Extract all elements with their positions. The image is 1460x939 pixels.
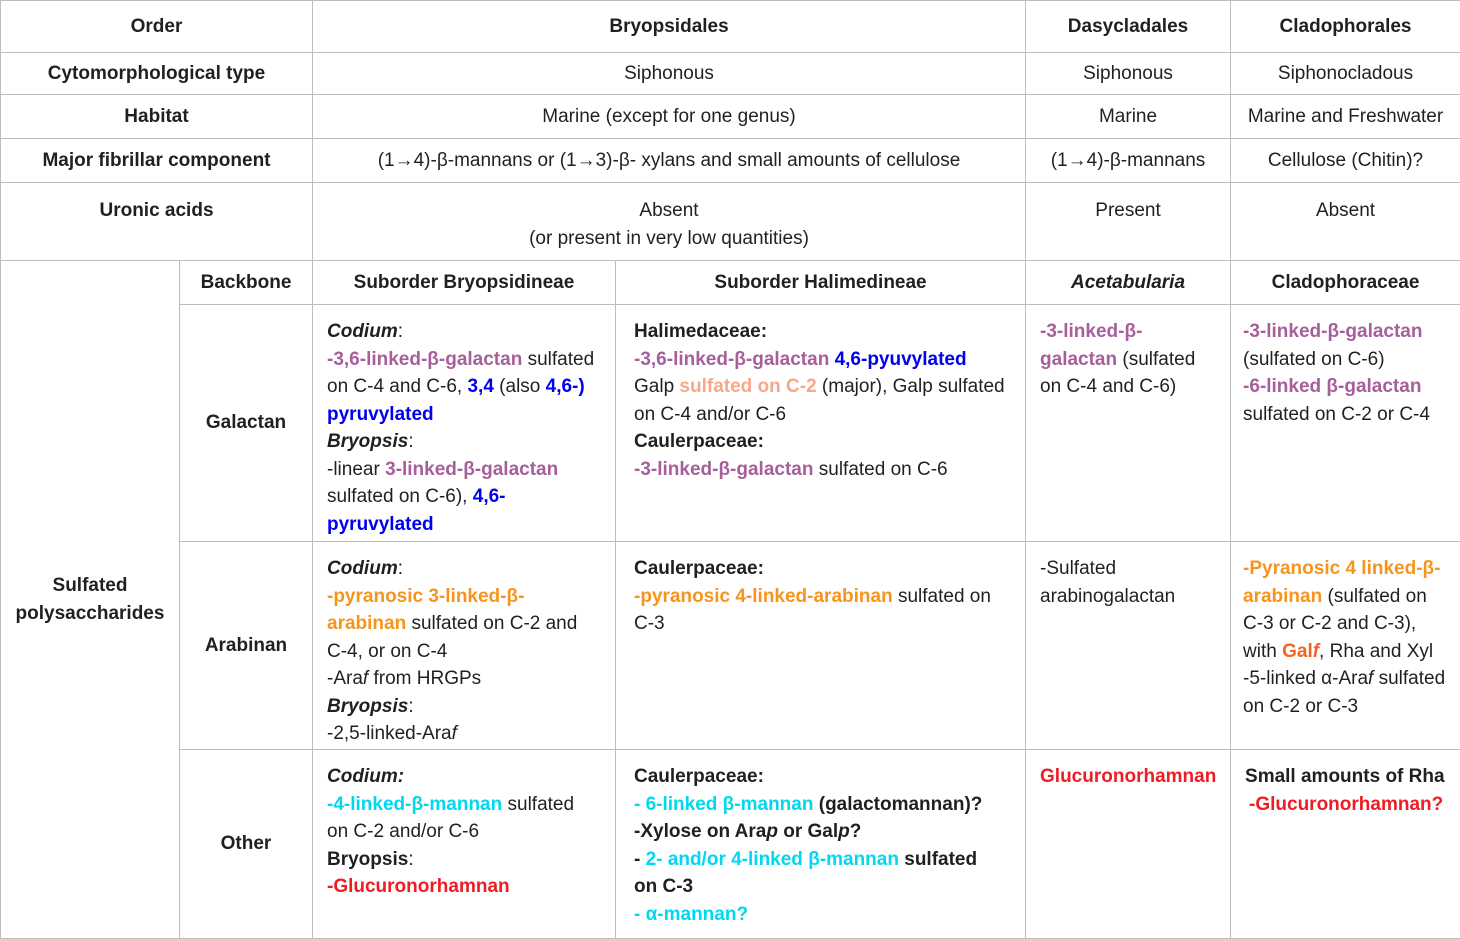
text: sulfated on C-2 or C-4 — [1243, 401, 1452, 429]
cell-dasycladales: (1→4)-β-mannans — [1026, 139, 1231, 183]
row-uronic-acids — [1, 183, 1460, 261]
subheader-cladophoraceae: Cladophoraceae — [1231, 261, 1460, 305]
text: -5-linked α-Ara — [1243, 668, 1368, 689]
mannan-term: - α-mannan? — [634, 901, 1017, 929]
cell-dasycladales: Present — [1026, 183, 1231, 261]
text: sulfated — [1373, 668, 1445, 689]
cell-dasycladales: Marine — [1026, 95, 1231, 139]
row-habitat — [1, 95, 1460, 139]
text: sulfated on — [893, 586, 991, 607]
row-other — [1, 750, 1460, 939]
text: C-3 — [634, 610, 1017, 638]
arabinan-term: arabinan — [327, 613, 406, 634]
galactan-term: -3,6-linked-β-galactan — [327, 349, 522, 370]
header-row — [1, 1, 1460, 53]
subheader-row — [1, 261, 1460, 305]
text: or Gal — [778, 821, 838, 842]
cell-cladophorales: Marine and Freshwater — [1231, 95, 1460, 139]
text: (also — [494, 376, 546, 397]
galactose-term: f — [1313, 641, 1319, 662]
dash: - — [634, 849, 646, 870]
text: from HRGPs — [368, 668, 481, 689]
text: sulfated — [522, 349, 594, 370]
sulfated-polysaccharides-label — [1, 261, 180, 939]
galactan-cladophoraceae — [1231, 305, 1460, 542]
galactose-term: Gal — [1282, 641, 1313, 662]
text: (major), Galp sulfated — [817, 376, 1005, 397]
cell-bryopsidales — [313, 183, 1026, 261]
mannan-term: 6-linked β-mannan — [646, 794, 814, 815]
galactan-term: -3-linked-β-galactan — [1243, 318, 1452, 346]
row-label: Uronic acids — [1, 183, 313, 261]
family-caulerpaceae: Caulerpaceae: — [634, 555, 1017, 583]
pyruvate-term: pyruvylated — [327, 401, 607, 429]
text: p — [838, 821, 850, 842]
text: with — [1243, 641, 1282, 662]
text: -2,5-linked-Ara — [327, 723, 452, 744]
genus-bryopsis: Bryopsis — [327, 696, 408, 717]
subheader-backbone: Backbone — [180, 261, 313, 305]
text: sulfated on C-2 and — [406, 613, 577, 634]
text: C-3 or C-2 and C-3), — [1243, 610, 1452, 638]
row-cytomorphological-type — [1, 53, 1460, 95]
text: on C-3 — [634, 873, 1017, 901]
row-label: Habitat — [1, 95, 313, 139]
uronic-bry-line1: Absent — [313, 197, 1025, 225]
backbone-galactan: Galactan — [180, 305, 313, 542]
genus-bryopsis: Bryopsis — [327, 431, 408, 452]
arabinan-term: -pyranosic 4-linked-arabinan — [634, 586, 893, 607]
galactan-bryopsidineae — [313, 305, 616, 542]
genus-codium: Codium — [327, 558, 398, 579]
family-halimedaceae: Halimedaceae: — [634, 318, 1017, 346]
text: f — [452, 723, 457, 744]
galactan-term: -3-linked-β-galactan — [634, 459, 813, 480]
row-label: Major fibrillar component — [1, 139, 313, 183]
text: p — [766, 821, 778, 842]
text: -Xylose on Ara — [634, 821, 766, 842]
family-caulerpaceae: Caulerpaceae: — [634, 428, 1017, 456]
galactan-term: -6-linked β-galactan — [1243, 373, 1452, 401]
cell-bryopsidales: Siphonous — [313, 53, 1026, 95]
subheader-bryopsidineae: Suborder Bryopsidineae — [313, 261, 616, 305]
row-galactan — [1, 305, 1460, 542]
genus-codium: Codium — [327, 321, 398, 342]
text: on C-4 and/or C-6 — [634, 401, 1017, 429]
colon: : — [398, 558, 403, 579]
text: on C-4 and C-6) — [1040, 373, 1222, 401]
sulfated-label-line1: Sulfated — [1, 572, 179, 600]
arabinan-term: -pyranosic 3-linked-β- — [327, 583, 607, 611]
family-caulerpaceae: Caulerpaceae: — [634, 763, 1017, 791]
other-halimedineae — [616, 750, 1026, 939]
header-order: Order — [1, 1, 313, 53]
text: (galactomannan)? — [813, 794, 982, 815]
backbone-other: Other — [180, 750, 313, 939]
text: f — [1368, 668, 1373, 689]
uronic-bry-line2: (or present in very low quantities) — [313, 225, 1025, 253]
other-bryopsidineae — [313, 750, 616, 939]
text: (sulfated — [1117, 349, 1195, 370]
colon: : — [408, 431, 413, 452]
subheader-acetabularia: Acetabularia — [1026, 261, 1231, 305]
dash: - — [634, 794, 646, 815]
galactan-acetabularia — [1026, 305, 1231, 542]
text: on C-4 and C-6, — [327, 376, 467, 397]
cell-cladophorales: Absent — [1231, 183, 1460, 261]
other-cladophoraceae — [1231, 750, 1460, 939]
text: f — [363, 668, 368, 689]
backbone-arabinan: Arabinan — [180, 542, 313, 750]
arabinan-halimedineae — [616, 542, 1026, 750]
arabinan-cladophoraceae — [1231, 542, 1460, 750]
galactan-term: 3-linked-β-galactan — [385, 459, 558, 480]
header-bryopsidales: Bryopsidales — [313, 1, 1026, 53]
text: Small amounts of Rha — [1245, 763, 1460, 791]
text: sulfated — [899, 849, 977, 870]
arabinan-acetabularia — [1026, 542, 1231, 750]
cell-cladophorales: Siphonocladous — [1231, 53, 1460, 95]
text: C-4, or on C-4 — [327, 638, 607, 666]
text: sulfated on C-6 — [813, 459, 947, 480]
colon: : — [408, 849, 413, 870]
text: on C-2 and/or C-6 — [327, 818, 607, 846]
arabinan-bryopsidineae — [313, 542, 616, 750]
arabinan-term: arabinan — [1243, 586, 1322, 607]
cell-bryopsidales: (1→4)-β-mannans or (1→3)-β- xylans and small amounts of cellulose — [313, 139, 1026, 183]
galactan-term: galactan — [1040, 349, 1117, 370]
sulfation-term: sulfated on C-2 — [679, 376, 816, 397]
text: -linear — [327, 459, 385, 480]
text: (sulfated on C-6) — [1243, 346, 1452, 374]
text: , Rha and Xyl — [1319, 641, 1433, 662]
header-cladophorales: Cladophorales — [1231, 1, 1460, 53]
mannan-term: 2- and/or 4-linked β-mannan — [646, 849, 899, 870]
pyruvate-term: pyruvylated — [327, 511, 607, 539]
pyruvate-term: 4,6-) — [546, 376, 585, 397]
glucuronorhamnan-term: -Glucuronorhamnan? — [1245, 791, 1460, 819]
glucuronorhamnan-term: Glucuronorhamnan — [1040, 763, 1222, 791]
text: Galp — [634, 376, 679, 397]
colon: : — [398, 321, 403, 342]
arabinan-term: -Pyranosic 4 linked-β- — [1243, 555, 1452, 583]
pyruvate-term: 3,4 — [467, 376, 493, 397]
colon: : — [408, 696, 413, 717]
galactan-term: -3,6-linked-β-galactan — [634, 349, 829, 370]
text: ? — [850, 821, 862, 842]
text: on C-2 or C-3 — [1243, 693, 1452, 721]
text: arabinogalactan — [1040, 583, 1222, 611]
galactan-halimedineae — [616, 305, 1026, 542]
cell-dasycladales: Siphonous — [1026, 53, 1231, 95]
cell-cladophorales: Cellulose (Chitin)? — [1231, 139, 1460, 183]
galactan-term: -3-linked-β- — [1040, 318, 1222, 346]
text: -Sulfated — [1040, 555, 1222, 583]
text: sulfated on C-6), — [327, 486, 473, 507]
pyruvate-term: 4,6- — [473, 486, 506, 507]
sulfated-label-line2: polysaccharides — [1, 600, 179, 628]
text: -Ara — [327, 668, 363, 689]
row-fibrillar-component — [1, 139, 1460, 183]
row-label: Cytomorphological type — [1, 53, 313, 95]
genus-bryopsis: Bryopsis — [327, 849, 408, 870]
mannan-term: -4-linked-β-mannan — [327, 794, 502, 815]
glucuronorhamnan-term: -Glucuronorhamnan — [327, 873, 607, 901]
text: (sulfated on — [1322, 586, 1427, 607]
subheader-halimedineae: Suborder Halimedineae — [616, 261, 1026, 305]
pyruvate-term: 4,6-pyuvylated — [829, 349, 966, 370]
cell-bryopsidales: Marine (except for one genus) — [313, 95, 1026, 139]
row-arabinan — [1, 542, 1460, 750]
genus-codium: Codium: — [327, 763, 607, 791]
other-acetabularia — [1026, 750, 1231, 939]
header-dasycladales: Dasycladales — [1026, 1, 1231, 53]
text: sulfated — [502, 794, 574, 815]
